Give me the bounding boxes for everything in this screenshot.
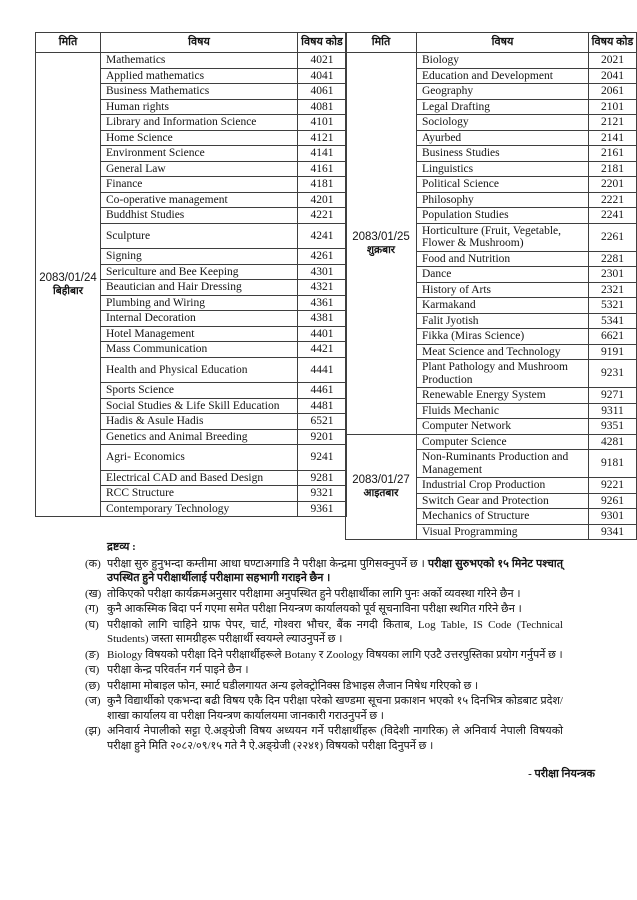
subject-code-cell: 2161: [589, 146, 637, 162]
subject-column-header: विषय: [101, 33, 298, 53]
table-row: [346, 434, 637, 450]
subject-code-cell: 9191: [589, 344, 637, 360]
subject-cell: Computer Science: [417, 434, 589, 450]
subject-cell: History of Arts: [417, 282, 589, 298]
note-label: (घ): [85, 618, 99, 631]
subject-code-cell: 4101: [298, 115, 347, 131]
subject-code-cell: 2041: [589, 68, 637, 84]
subject-code-cell: 4481: [298, 398, 347, 414]
subject-code-cell: 4141: [298, 146, 347, 162]
note-text: अनिवार्य नेपालीको सट्टा ऐ.अङ्ग्रेजी विषय अध्ययन गर्ने परीक्षार्थीहरू (विदेशी नागरिक) ले अनिवार्य नेपाली विषयको परीक्षा हुने मिति २०८२/०९/१५ गते नै ऐ.अङ्ग्रेजी (२२४१) विषयको परीक्षा दिनुपर्ने छ ।: [107, 725, 563, 752]
subject-code-cell: 2221: [589, 192, 637, 208]
subject-cell: Sculpture: [101, 223, 298, 249]
subject-code-cell: 4401: [298, 326, 347, 342]
subject-code-cell: 4061: [298, 84, 347, 100]
notes-section: [85, 540, 563, 754]
subject-cell: Agri- Economics: [101, 445, 298, 471]
subject-cell: Legal Drafting: [417, 99, 589, 115]
subject-cell: Buddhist Studies: [101, 208, 298, 224]
subject-code-cell: 4441: [298, 357, 347, 383]
subject-cell: Visual Programming: [417, 524, 589, 540]
note-label: (ङ): [85, 648, 100, 661]
exam-schedule-table-right: [345, 32, 637, 540]
subject-cell: Contemporary Technology: [101, 501, 298, 517]
note-bold-text: परीक्षा सुरुभएको १५ मिनेट पश्चात् उपस्थित हुने परीक्षार्थीलाई परीक्षामा सहभागी गराइने छैन ।: [107, 557, 563, 584]
subject-cell: Population Studies: [417, 208, 589, 224]
subject-code-cell: 9241: [298, 445, 347, 471]
subject-code-cell: 9351: [589, 419, 637, 435]
subject-cell: Genetics and Animal Breeding: [101, 429, 298, 445]
subject-code-cell: 6621: [589, 329, 637, 345]
subject-cell: Signing: [101, 249, 298, 265]
subject-cell: Ayurbed: [417, 130, 589, 146]
subject-cell: Falit Jyotish: [417, 313, 589, 329]
subject-cell: Co-operative management: [101, 192, 298, 208]
subject-code-cell: 9301: [589, 509, 637, 525]
subject-code-cell: 2101: [589, 99, 637, 115]
subject-code-cell: 4261: [298, 249, 347, 265]
subject-code-cell: 4361: [298, 295, 347, 311]
subject-code-cell: 9231: [589, 360, 637, 388]
subject-code-cell: 4201: [298, 192, 347, 208]
subject-cell: General Law: [101, 161, 298, 177]
subject-cell: Non-Ruminants Production and Management: [417, 450, 589, 478]
subject-cell: Dance: [417, 267, 589, 283]
subject-code-cell: 4241: [298, 223, 347, 249]
subject-code-cell: 4321: [298, 280, 347, 296]
subject-cell: Business Studies: [417, 146, 589, 162]
subject-cell: Karmakand: [417, 298, 589, 314]
note-item: [85, 663, 563, 678]
subject-code-cell: 2281: [589, 251, 637, 267]
subject-code-cell: 9221: [589, 478, 637, 494]
subject-cell: Beautician and Hair Dressing: [101, 280, 298, 296]
subject-cell: Internal Decoration: [101, 311, 298, 327]
code-column-header: विषय कोड: [589, 33, 637, 53]
subject-code-cell: 5321: [589, 298, 637, 314]
exam-weekday: शुक्रबार: [366, 244, 396, 256]
note-text: परीक्षा केन्द्र परिवर्तन गर्न पाइने छैन ।: [107, 664, 249, 676]
subject-cell: Mathematics: [101, 53, 298, 69]
subject-code-cell: 9321: [298, 486, 347, 502]
subject-code-cell: 2241: [589, 208, 637, 224]
note-item: [85, 557, 563, 586]
note-label: (ग): [85, 603, 99, 615]
subject-cell: Plant Pathology and Mushroom Production: [417, 360, 589, 388]
exam-weekday: आइतबार: [363, 488, 399, 500]
subject-code-cell: 4121: [298, 130, 347, 146]
date-cell: [346, 434, 417, 540]
note-text: तोकिएको परीक्षा कार्यक्रमअनुसार परीक्षामा अनुपस्थित हुने परीक्षार्थीका लागि पुनः अर्को व्यवस्था गरिने छैन ।: [107, 587, 521, 600]
header-row: [36, 33, 347, 53]
subject-code-cell: 4041: [298, 68, 347, 84]
subject-cell: Mechanics of Structure: [417, 509, 589, 525]
note-label: (ख): [85, 587, 102, 600]
note-text: परीक्षाको लागि चाहिने ग्राफ पेपर, चार्ट, गोश्वरा भौचर, बैंक नगदी किताब, Log Table, IS Code (Technical Students) जस्ता सामग्रीहरू परीक्षार्थी स्वयम्ले ल्याउनुपर्ने छ ।: [107, 618, 563, 645]
note-label: (छ): [85, 679, 101, 692]
exam-date: 2083/01/25: [352, 230, 410, 243]
subject-cell: Fikka (Miras Science): [417, 329, 589, 345]
subject-cell: Mass Communication: [101, 342, 298, 358]
note-item: [85, 694, 563, 723]
subject-cell: Environment Science: [101, 146, 298, 162]
subject-cell: Meat Science and Technology: [417, 344, 589, 360]
date-cell: [36, 53, 101, 517]
subject-cell: Computer Network: [417, 419, 589, 435]
subject-cell: Philosophy: [417, 192, 589, 208]
subject-cell: Hotel Management: [101, 326, 298, 342]
notes-list: [85, 557, 563, 754]
note-label: (च): [85, 664, 100, 676]
subject-cell: Geography: [417, 84, 589, 100]
notes-heading: द्रष्टव्य :: [107, 541, 136, 553]
subject-code-cell: 9311: [589, 403, 637, 419]
subject-code-cell: 4181: [298, 177, 347, 193]
subject-code-cell: 4021: [298, 53, 347, 69]
subject-cell: Political Science: [417, 177, 589, 193]
subject-column-header: विषय: [417, 33, 589, 53]
subject-code-cell: 2301: [589, 267, 637, 283]
subject-code-cell: 2181: [589, 161, 637, 177]
subject-cell: Horticulture (Fruit, Vegetable, Flower & Mushroom): [417, 223, 589, 251]
subject-cell: Health and Physical Education: [101, 357, 298, 383]
note-text: कुनै आकस्मिक बिदा पर्न गएमा समेत परीक्षा नियन्त्रण कार्यालयको पूर्व सूचनाविना परीक्षा स्थगित गरिने छैन ।: [107, 603, 522, 615]
note-item: [85, 602, 563, 617]
subject-cell: Hadis & Asule Hadis: [101, 414, 298, 430]
signature: - परीक्षा नियन्त्रक: [528, 768, 595, 780]
subject-cell: Human rights: [101, 99, 298, 115]
note-item: [85, 679, 563, 694]
note-item: [85, 618, 563, 647]
subject-cell: Finance: [101, 177, 298, 193]
code-column-header: विषय कोड: [298, 33, 347, 53]
exam-date: 2083/01/24: [39, 272, 97, 284]
subject-code-cell: 2021: [589, 53, 637, 69]
subject-code-cell: 2201: [589, 177, 637, 193]
subject-code-cell: 2261: [589, 223, 637, 251]
note-text: परीक्षामा मोबाइल फोन, स्मार्ट घडीलगायत अन्य इलेक्ट्रोनिक्स डिभाइस लैजान निषेध गरिएको छ ।: [107, 679, 479, 692]
subject-code-cell: 9281: [298, 470, 347, 486]
note-item: [85, 587, 563, 602]
date-cell: [346, 53, 417, 435]
subject-cell: Fluids Mechanic: [417, 403, 589, 419]
subject-code-cell: 5341: [589, 313, 637, 329]
subject-code-cell: 9361: [298, 501, 347, 517]
subject-cell: Sociology: [417, 115, 589, 131]
exam-weekday: बिहीबार: [52, 286, 84, 297]
subject-code-cell: 4221: [298, 208, 347, 224]
subject-cell: Applied mathematics: [101, 68, 298, 84]
subject-cell: Social Studies & Life Skill Education: [101, 398, 298, 414]
subject-code-cell: 2141: [589, 130, 637, 146]
subject-code-cell: 9201: [298, 429, 347, 445]
subject-cell: Industrial Crop Production: [417, 478, 589, 494]
subject-cell: Linguistics: [417, 161, 589, 177]
subject-cell: Sports Science: [101, 383, 298, 399]
subject-code-cell: 9271: [589, 388, 637, 404]
subject-code-cell: 2121: [589, 115, 637, 131]
note-text: कुनै विद्यार्थीको एकभन्दा बढी विषय एकै दिन परीक्षा परेको खण्डमा सूचना प्रकाशन भएको १५ दिनभित्र कोडबाट प्रदेश/शाखा कार्यालय वा परीक्षा नियन्त्रण कार्यालयमा जानकारी गराउनुपर्ने छ ।: [107, 695, 563, 722]
date-column-header: मिति: [346, 33, 417, 53]
note-label: (झ): [85, 725, 101, 737]
subject-cell: Renewable Energy System: [417, 388, 589, 404]
subject-cell: Library and Information Science: [101, 115, 298, 131]
subject-cell: Biology: [417, 53, 589, 69]
note-text: परीक्षा सुरु हुनुभन्दा कम्तीमा आधा घण्टाअगाडि नै परीक्षा केन्द्रमा पुगिसक्नुपर्ने छ ।: [107, 557, 428, 570]
subject-cell: Plumbing and Wiring: [101, 295, 298, 311]
subject-cell: RCC Structure: [101, 486, 298, 502]
subject-code-cell: 6521: [298, 414, 347, 430]
subject-cell: Business Mathematics: [101, 84, 298, 100]
note-label: (क): [85, 557, 101, 570]
subject-code-cell: 9341: [589, 524, 637, 540]
subject-code-cell: 4301: [298, 264, 347, 280]
subject-code-cell: 9261: [589, 493, 637, 509]
subject-cell: Education and Development: [417, 68, 589, 84]
exam-date: 2083/01/27: [352, 474, 410, 487]
subject-cell: Food and Nutrition: [417, 251, 589, 267]
note-item: [85, 724, 563, 753]
subject-cell: Home Science: [101, 130, 298, 146]
subject-code-cell: 4381: [298, 311, 347, 327]
subject-code-cell: 9181: [589, 450, 637, 478]
subject-code-cell: 4461: [298, 383, 347, 399]
subject-code-cell: 4281: [589, 434, 637, 450]
subject-code-cell: 4161: [298, 161, 347, 177]
date-column-header: मिति: [36, 33, 101, 53]
subject-code-cell: 4081: [298, 99, 347, 115]
subject-code-cell: 4421: [298, 342, 347, 358]
subject-cell: Switch Gear and Protection: [417, 493, 589, 509]
subject-code-cell: 2321: [589, 282, 637, 298]
note-label: (ज): [85, 695, 101, 707]
subject-cell: Sericulture and Bee Keeping: [101, 264, 298, 280]
note-item: [85, 648, 563, 663]
table-row: [36, 53, 347, 69]
subject-cell: Electrical CAD and Based Design: [101, 470, 298, 486]
note-text: Biology विषयको परीक्षा दिने परीक्षार्थीहरूले Botany र Zoology विषयका लागि एउटै उत्तरपुस्तिका प्रयोग गर्नुपर्ने छ ।: [107, 648, 563, 661]
table-row: [346, 53, 637, 69]
header-row: [346, 33, 637, 53]
subject-code-cell: 2061: [589, 84, 637, 100]
exam-schedule-table-left: [35, 32, 347, 517]
